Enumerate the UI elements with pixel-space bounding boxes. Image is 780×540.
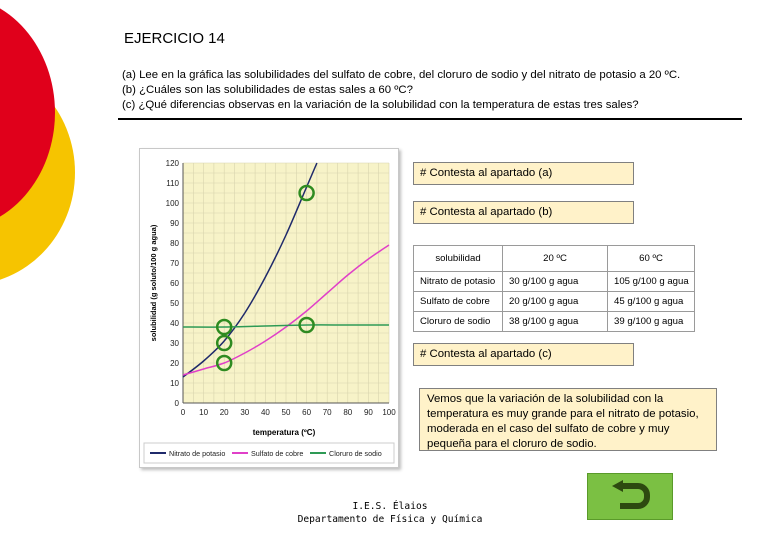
x-tick-label: 0 [180, 408, 186, 417]
x-tick-label: 50 [281, 408, 291, 417]
table-row [414, 292, 695, 312]
return-arrow-icon [610, 480, 652, 514]
table-cell: 20 g/100 g agua [503, 292, 608, 312]
y-tick-label: 10 [170, 379, 179, 388]
x-tick-label: 100 [382, 408, 396, 417]
legend-label: Nitrato de potasio [169, 449, 226, 458]
table-cell: 30 g/100 g agua [503, 272, 608, 292]
x-tick-label: 80 [343, 408, 353, 417]
y-tick-label: 80 [170, 239, 179, 248]
y-tick-label: 50 [170, 299, 179, 308]
conclusion-text: Vemos que la variación de la solubilidad con la temperatura es muy grande para el nitrato de potasio, moderada en el caso del sulfato de cobre y muy pequeña para el cloruro de sodio. [419, 388, 717, 451]
question-c: (c) ¿Qué diferencias observas en la variación de la solubilidad con la temperatura de estas tres sales? [122, 99, 639, 111]
y-tick-label: 90 [170, 219, 179, 228]
y-axis-label: solubilidad (g soluto/100 g agua) [149, 224, 158, 342]
x-tick-label: 70 [322, 408, 332, 417]
divider-line [118, 118, 742, 120]
table-cell-salt: Cloruro de sodio [414, 312, 503, 332]
chart-svg [140, 149, 398, 467]
department-name: Departamento de Física y Química [297, 514, 483, 525]
questions-block [122, 68, 680, 113]
table-cell-salt: Sulfato de cobre [414, 292, 503, 312]
x-tick-label: 10 [199, 408, 209, 417]
slide-title: EJERCICIO 14 [124, 30, 225, 47]
school-name: I.E.S. Élaios [352, 501, 428, 512]
table-header-cell: solubilidad [414, 246, 503, 272]
table-header-row [414, 246, 695, 272]
solubility-table [413, 245, 695, 332]
answer-c-box[interactable]: # Contesta al apartado (c) [413, 343, 634, 366]
y-tick-label: 30 [170, 339, 179, 348]
y-tick-label: 70 [170, 259, 179, 268]
y-tick-label: 0 [174, 399, 179, 408]
x-tick-label: 40 [260, 408, 270, 417]
footer [290, 500, 490, 526]
back-button[interactable] [587, 473, 673, 520]
x-tick-label: 30 [240, 408, 250, 417]
table-cell: 38 g/100 g agua [503, 312, 608, 332]
legend-label: Cloruro de sodio [329, 449, 382, 458]
question-a: (a) Lee en la gráfica las solubilidades del sulfato de cobre, del cloruro de sodio y del nitrato de potasio a 20 ºC. [122, 69, 681, 81]
table-header-cell: 60 ºC [608, 246, 695, 272]
x-tick-label: 60 [302, 408, 312, 417]
legend-label: Sulfato de cobre [251, 449, 304, 458]
table-row [414, 312, 695, 332]
table-header-cell: 20 ºC [503, 246, 608, 272]
table-cell: 105 g/100 g agua [608, 272, 695, 292]
table-cell: 39 g/100 g agua [608, 312, 695, 332]
answer-b-box[interactable]: # Contesta al apartado (b) [413, 201, 634, 224]
table-cell-salt: Nitrato de potasio [414, 272, 503, 292]
x-tick-label: 20 [219, 408, 229, 417]
y-tick-label: 20 [170, 359, 179, 368]
y-tick-label: 120 [165, 159, 179, 168]
y-tick-label: 110 [166, 179, 179, 188]
x-axis-label: temperatura (ºC) [252, 428, 316, 437]
y-tick-label: 100 [165, 199, 179, 208]
y-tick-label: 60 [170, 279, 179, 288]
table-cell: 45 g/100 g agua [608, 292, 695, 312]
y-tick-label: 40 [170, 319, 179, 328]
table-row [414, 272, 695, 292]
answer-a-box[interactable]: # Contesta al apartado (a) [413, 162, 634, 185]
x-tick-label: 90 [363, 408, 373, 417]
question-b: (b) ¿Cuáles son las solubilidades de estas sales a 60 ºC? [122, 84, 413, 96]
solubility-chart [139, 148, 399, 468]
legend [150, 449, 382, 458]
